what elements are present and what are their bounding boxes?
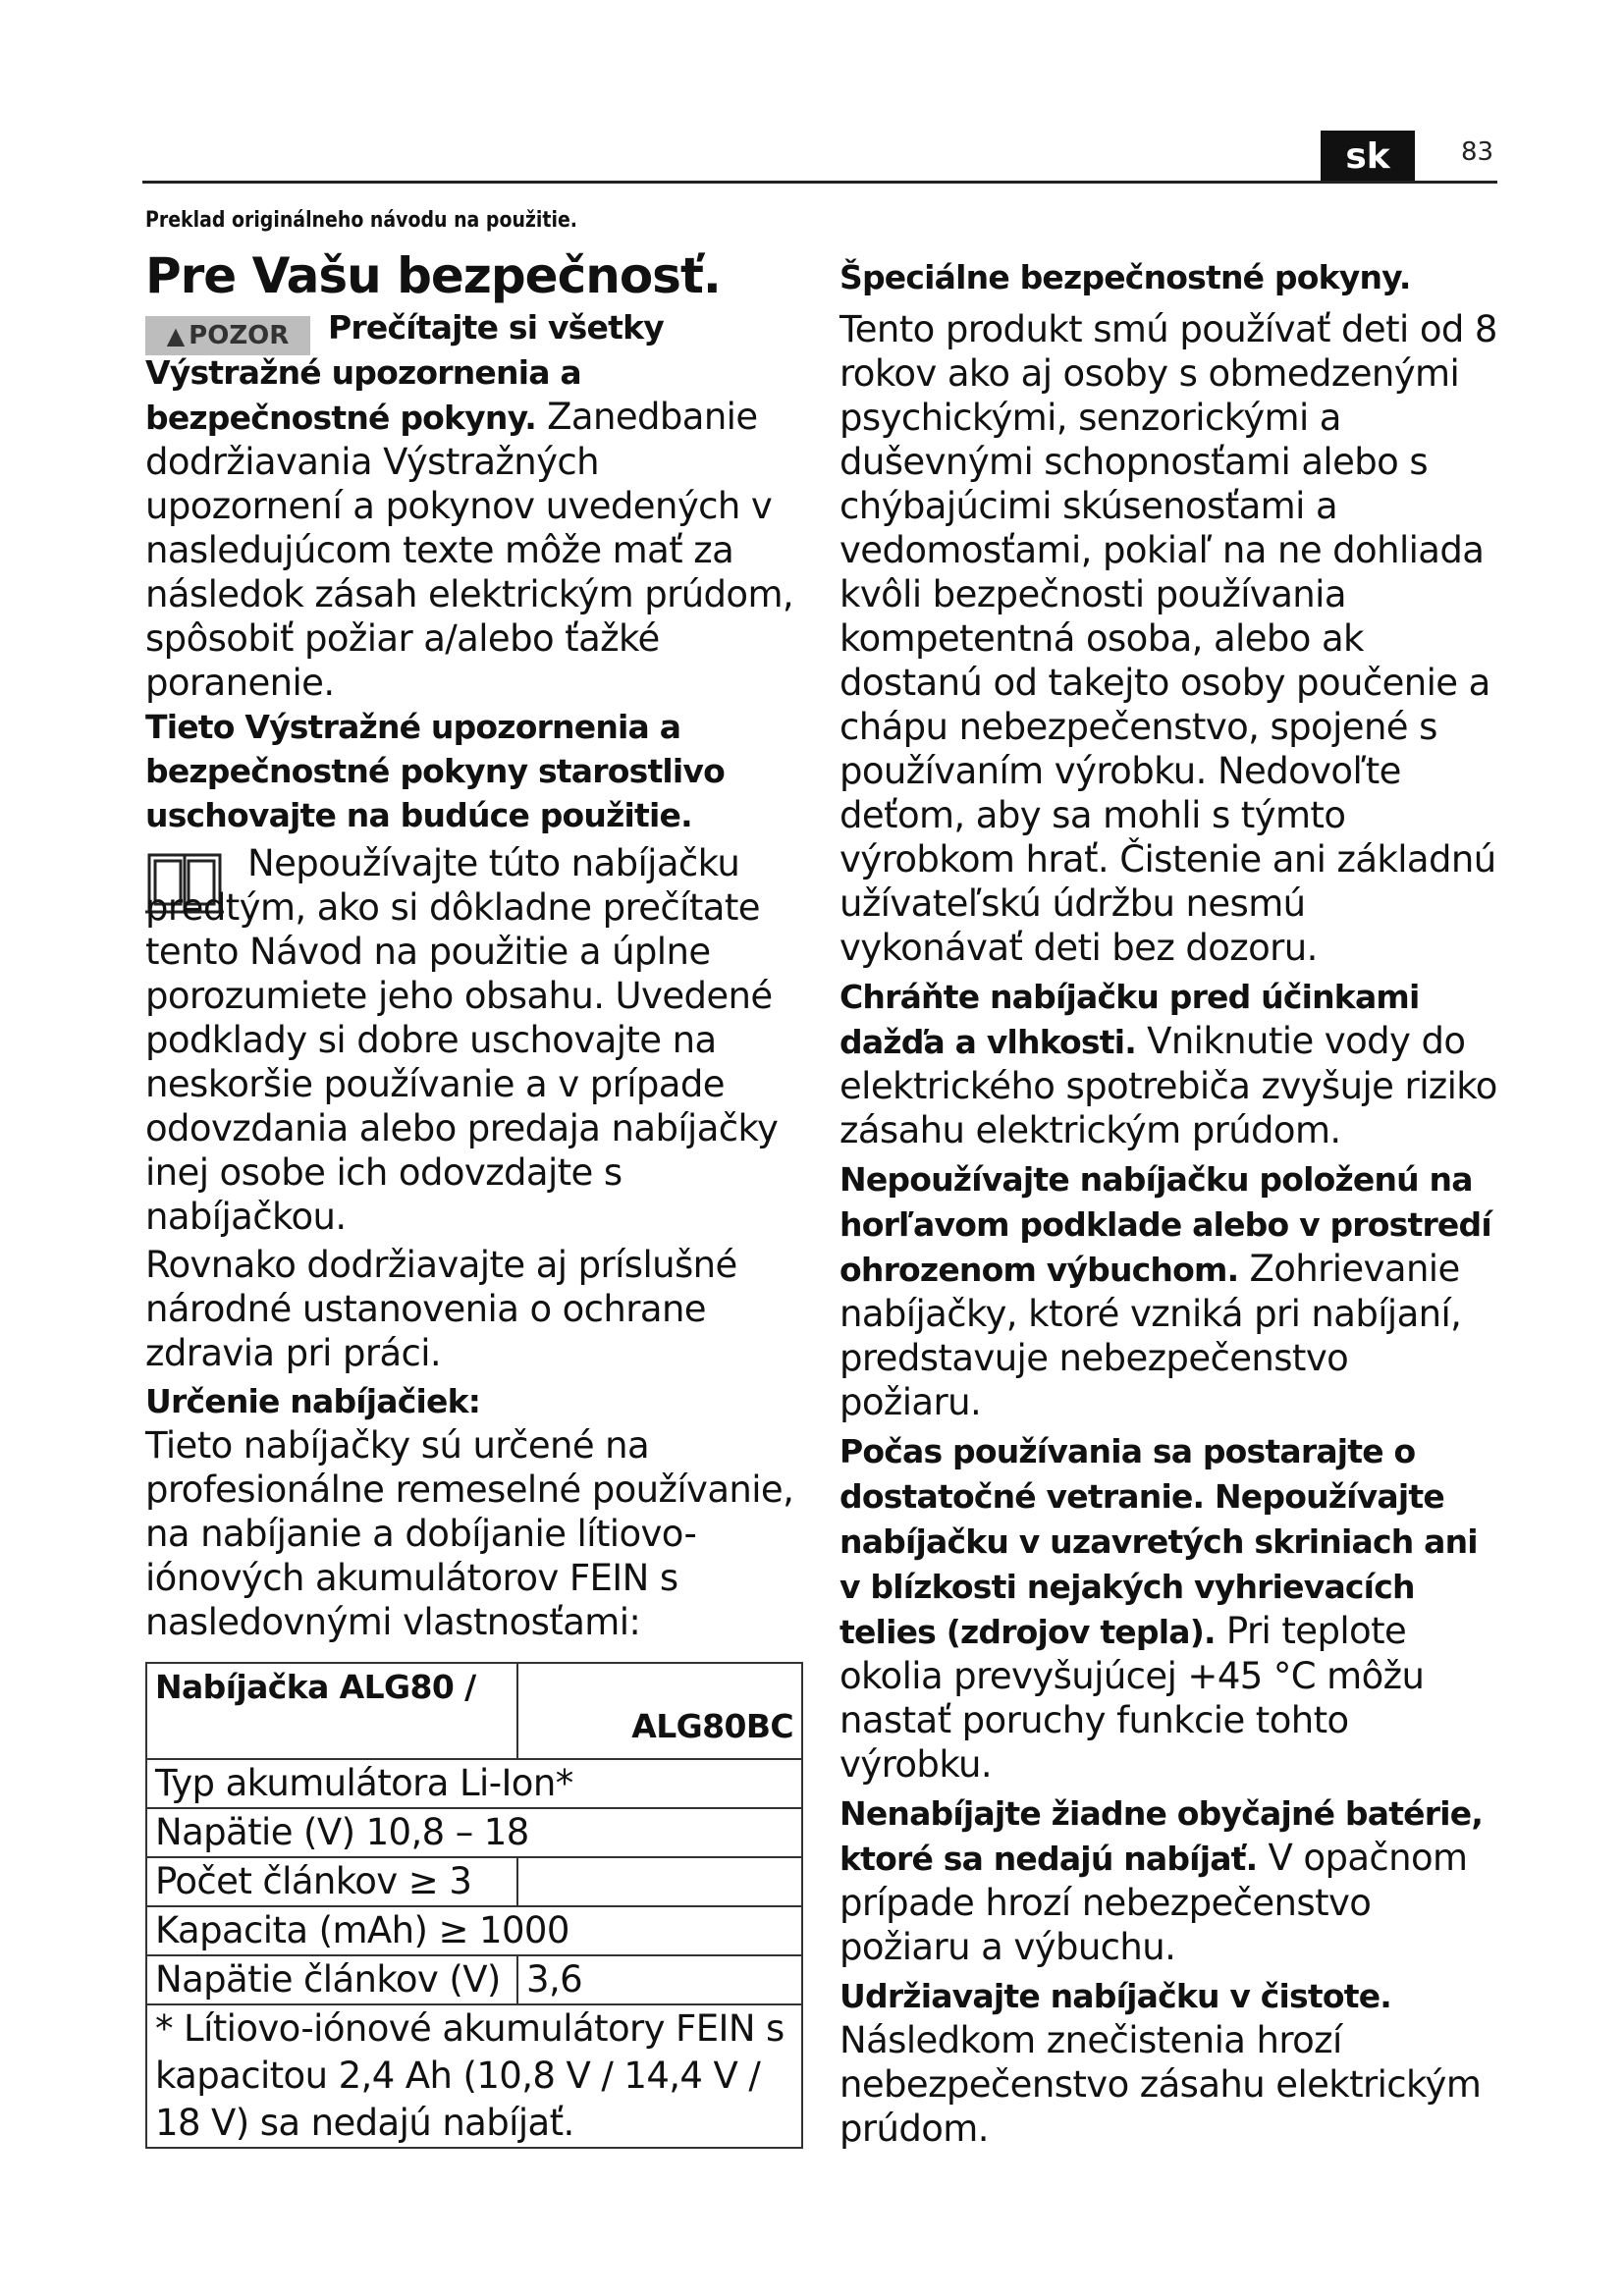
table-cell-cell-voltage-value: 3,6 bbox=[517, 1955, 802, 2004]
warning-triangle-icon: ▲ bbox=[166, 322, 186, 349]
clean-paragraph bbox=[839, 1973, 1497, 2151]
language-badge: sk bbox=[1321, 131, 1415, 184]
battery-text: V opačnom prípade hrozí nebezpečenstvo požiaru a výbuchu. bbox=[839, 1837, 1468, 1968]
table-row bbox=[146, 1906, 802, 1955]
row-label: Kapacita (mAh) bbox=[155, 1909, 428, 1951]
table-cell-capacity bbox=[146, 1906, 802, 1955]
table-header-right: ALG80BC bbox=[517, 1663, 802, 1759]
page-number: 83 bbox=[1461, 137, 1494, 167]
warning-text: Zanedbanie dodržiavania Výstražných upozornení a pokynov uvedených v nasledujúcom texte môže mať za následok zásah elektrickým prúdom, spôsobiť požiar a/alebo ťažké poranenie. bbox=[145, 396, 794, 704]
children-text: Tento produkt smú používať deti od 8 rokov ako aj osoby s obmedzenými psychickými, senzorickými a duševnými schopnosťami alebo s chýbajúcimi skúsenosťami a vedomosťami, pokiaľ na ne dohliada kvôli bezpečnosti používania kompetentná osoba, alebo ak dostanú od takejto osoby poučenie a chápu nebezpečenstvo, spojené s používaním výrobku. Nedovoľte deťom, aby sa mohli s týmto výrobkom hrať. Čistenie ani základnú užívateľskú údržbu nesmú vykonávať deti bez dozoru. bbox=[839, 308, 1497, 969]
manual-text bbox=[145, 841, 795, 1239]
table-footnote-row bbox=[146, 2004, 802, 2148]
caution-label: POZOR bbox=[189, 321, 290, 350]
special-heading: Špeciálne bezpečnostné pokyny. bbox=[839, 258, 1411, 296]
table-footnote: * Lítiovo-iónové akumulátory FEIN s kapacitou 2,4 Ah (10,8 V / 14,4 V / 18 V) sa nedajú nabíjať. bbox=[146, 2004, 802, 2148]
row-value: ≥ 1000 bbox=[438, 1909, 569, 1951]
table-row bbox=[146, 1955, 802, 2004]
ventilation-text: Pri teplote okolia prevyšujúcej +45 °C môžu nastať poruchy funkcie tohto výrobku. bbox=[839, 1610, 1425, 1786]
clean-text: Následkom znečistenia hrozí nebezpečenstvo zásahu elektrickým prúdom. bbox=[839, 2019, 1482, 2150]
translation-note: Preklad originálneho návodu na použitie. bbox=[145, 208, 577, 233]
right-column bbox=[839, 255, 1497, 2151]
table-row bbox=[146, 1808, 802, 1857]
ventilation-paragraph bbox=[839, 1428, 1497, 1787]
flammable-paragraph bbox=[839, 1156, 1497, 1424]
warning-paragraph bbox=[145, 304, 795, 705]
regulations-text: Rovnako dodržiavajte aj príslušné národné ustanovenia o ochrane zdravia pri práci. bbox=[145, 1244, 737, 1374]
ventilation-lead: Počas používania sa postarajte o dostatočné vetranie. Nepoužívajte nabíjačku v uzavretých skriniach ani v blízkosti nejakých vyhrievacích telies (zdrojov tepla). bbox=[839, 1432, 1478, 1651]
table-header-left: Nabíjačka ALG80 / bbox=[146, 1663, 517, 1759]
manual-text-content: Nepoužívajte túto nabíjačku predtým, ako si dôkladne prečítate tento Návod na použitie a úplne porozumiete jeho obsahu. Uvedené podklady si dobre uschovajte na neskoršie používanie a v prípade odovzdania alebo predaja nabíjačky inej osobe ich odovzdajte s nabíjačkou. bbox=[145, 842, 779, 1238]
row-value: 10,8 – 18 bbox=[365, 1811, 529, 1853]
battery-paragraph bbox=[839, 1790, 1497, 1969]
table-cell-battery-type bbox=[146, 1759, 802, 1808]
rain-lead: Chráňte nabíjačku pred účinkami dažďa a vlhkosti. bbox=[839, 978, 1420, 1061]
header-divider bbox=[142, 181, 1497, 184]
charger-spec-table bbox=[145, 1662, 803, 2149]
table-cell-empty bbox=[517, 1857, 802, 1906]
row-label: Typ akumulátora bbox=[155, 1762, 449, 1804]
table-cell-voltage bbox=[146, 1808, 802, 1857]
clean-lead: Udržiavajte nabíjačku v čistote. bbox=[839, 1977, 1392, 2015]
row-label: Počet článkov bbox=[155, 1860, 398, 1902]
row-value: ≥ 3 bbox=[407, 1860, 472, 1902]
row-value: Li-Ion* bbox=[460, 1762, 573, 1804]
purpose-text: Tieto nabíjačky sú určené na profesionálne remeselné používanie, na nabíjanie a dobíjanie lítiovo-iónových akumulátorov FEIN s nasledovnými vlastnosťami: bbox=[145, 1424, 794, 1643]
flammable-lead: Nepoužívajte nabíjačku položenú na horľavom podklade alebo v prostredí ohrozenom výbuchom. bbox=[839, 1160, 1491, 1289]
battery-lead: Nenabíjajte žiadne obyčajné batérie, ktoré sa nedajú nabíjať. bbox=[839, 1794, 1484, 1878]
rain-text: Vniknutie vody do elektrického spotrebiča zvyšuje riziko zásahu elektrickým prúdom. bbox=[839, 1020, 1497, 1151]
row-label: Napätie (V) bbox=[155, 1811, 355, 1853]
table-header-row bbox=[146, 1663, 802, 1759]
left-column bbox=[145, 245, 795, 2149]
keep-instructions: Tieto Výstražné upozornenia a bezpečnostné pokyny starostlivo uschovajte na budúce použitie. bbox=[145, 708, 726, 834]
flammable-text: Zohrievanie nabíjačky, ktoré vzniká pri nabíjaní, predstavuje nebezpečenstvo požiaru. bbox=[839, 1248, 1462, 1423]
warning-lead: Prečítajte si všetky Výstražné upozornenia a bezpečnostné pokyny. bbox=[145, 308, 664, 437]
page-title: Pre Vašu bezpečnosť. bbox=[145, 247, 721, 304]
purpose-heading: Určenie nabíjačiek: bbox=[145, 1382, 481, 1420]
table-row bbox=[146, 1857, 802, 1906]
table-row bbox=[146, 1759, 802, 1808]
rain-paragraph bbox=[839, 974, 1497, 1152]
table-cell-cell-voltage-label: Napätie článkov (V) bbox=[146, 1955, 517, 2004]
table-cell-cells bbox=[146, 1857, 517, 1906]
